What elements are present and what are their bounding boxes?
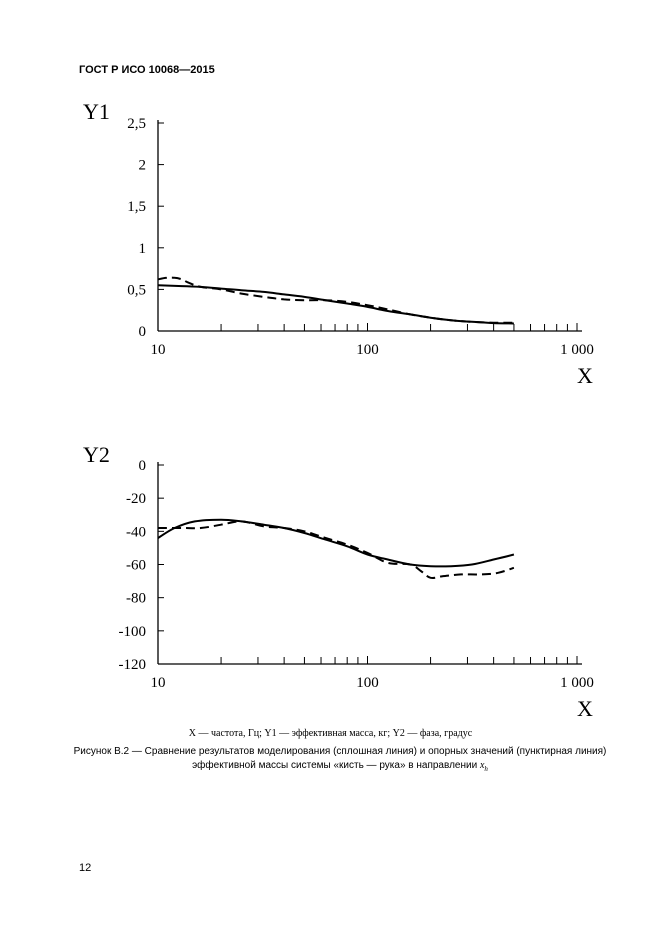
figure-title-line2-text: эффективной массы системы «кисть — рука» в направлении (192, 760, 478, 771)
effective-mass-chart (0, 95, 661, 395)
figure-title (70, 745, 610, 776)
x-axis-label: X (577, 363, 593, 388)
x-tick-label: 1 000 (560, 675, 594, 691)
model-series-line (158, 520, 514, 567)
y-tick-label: 2 (138, 157, 146, 174)
y-tick-label: -40 (126, 524, 146, 541)
y-tick-label: -20 (126, 491, 146, 508)
y-tick-label: 0 (138, 458, 146, 474)
x-axis-label: X (577, 696, 593, 721)
figure-title-variable (480, 760, 488, 771)
y-axis-label: Y1 (83, 99, 110, 124)
y-tick-label: 1,5 (127, 199, 146, 216)
figure-legend: X — частота, Гц; Y1 — эффективная масса, кг; Y2 — фаза, градус (188, 728, 473, 739)
variable-symbol: x (479, 760, 485, 771)
y-tick-label: 0,5 (127, 282, 146, 299)
figure-title-line1: Рисунок B.2 — Сравнение результатов моделирования (сплошная линия) и опорных значений (пунктирная линия) (73, 746, 607, 757)
page-number: 12 (79, 862, 92, 874)
figure-title-line2 (70, 759, 610, 776)
phase-chart (0, 435, 661, 725)
document-id: ГОСТ Р ИСО 10068—2015 (79, 64, 215, 76)
reference-series-line (158, 278, 514, 323)
y-tick-label: -80 (126, 590, 146, 607)
x-tick-label: 100 (356, 675, 379, 691)
y-tick-label: -60 (126, 557, 146, 574)
x-tick-label: 1 000 (560, 342, 594, 358)
y-tick-label: 0 (138, 324, 146, 340)
x-tick-label: 100 (356, 342, 379, 358)
y-tick-label: -120 (118, 657, 146, 673)
reference-series-line (158, 521, 514, 578)
y-axis-label: Y2 (83, 442, 110, 467)
y-tick-label: -100 (118, 623, 146, 640)
x-tick-label: 10 (150, 342, 166, 358)
x-tick-label: 10 (150, 675, 166, 691)
model-series-line (158, 285, 514, 323)
variable-subscript: h (484, 765, 488, 773)
y-tick-label: 2,5 (127, 116, 146, 132)
y-tick-label: 1 (138, 240, 146, 257)
